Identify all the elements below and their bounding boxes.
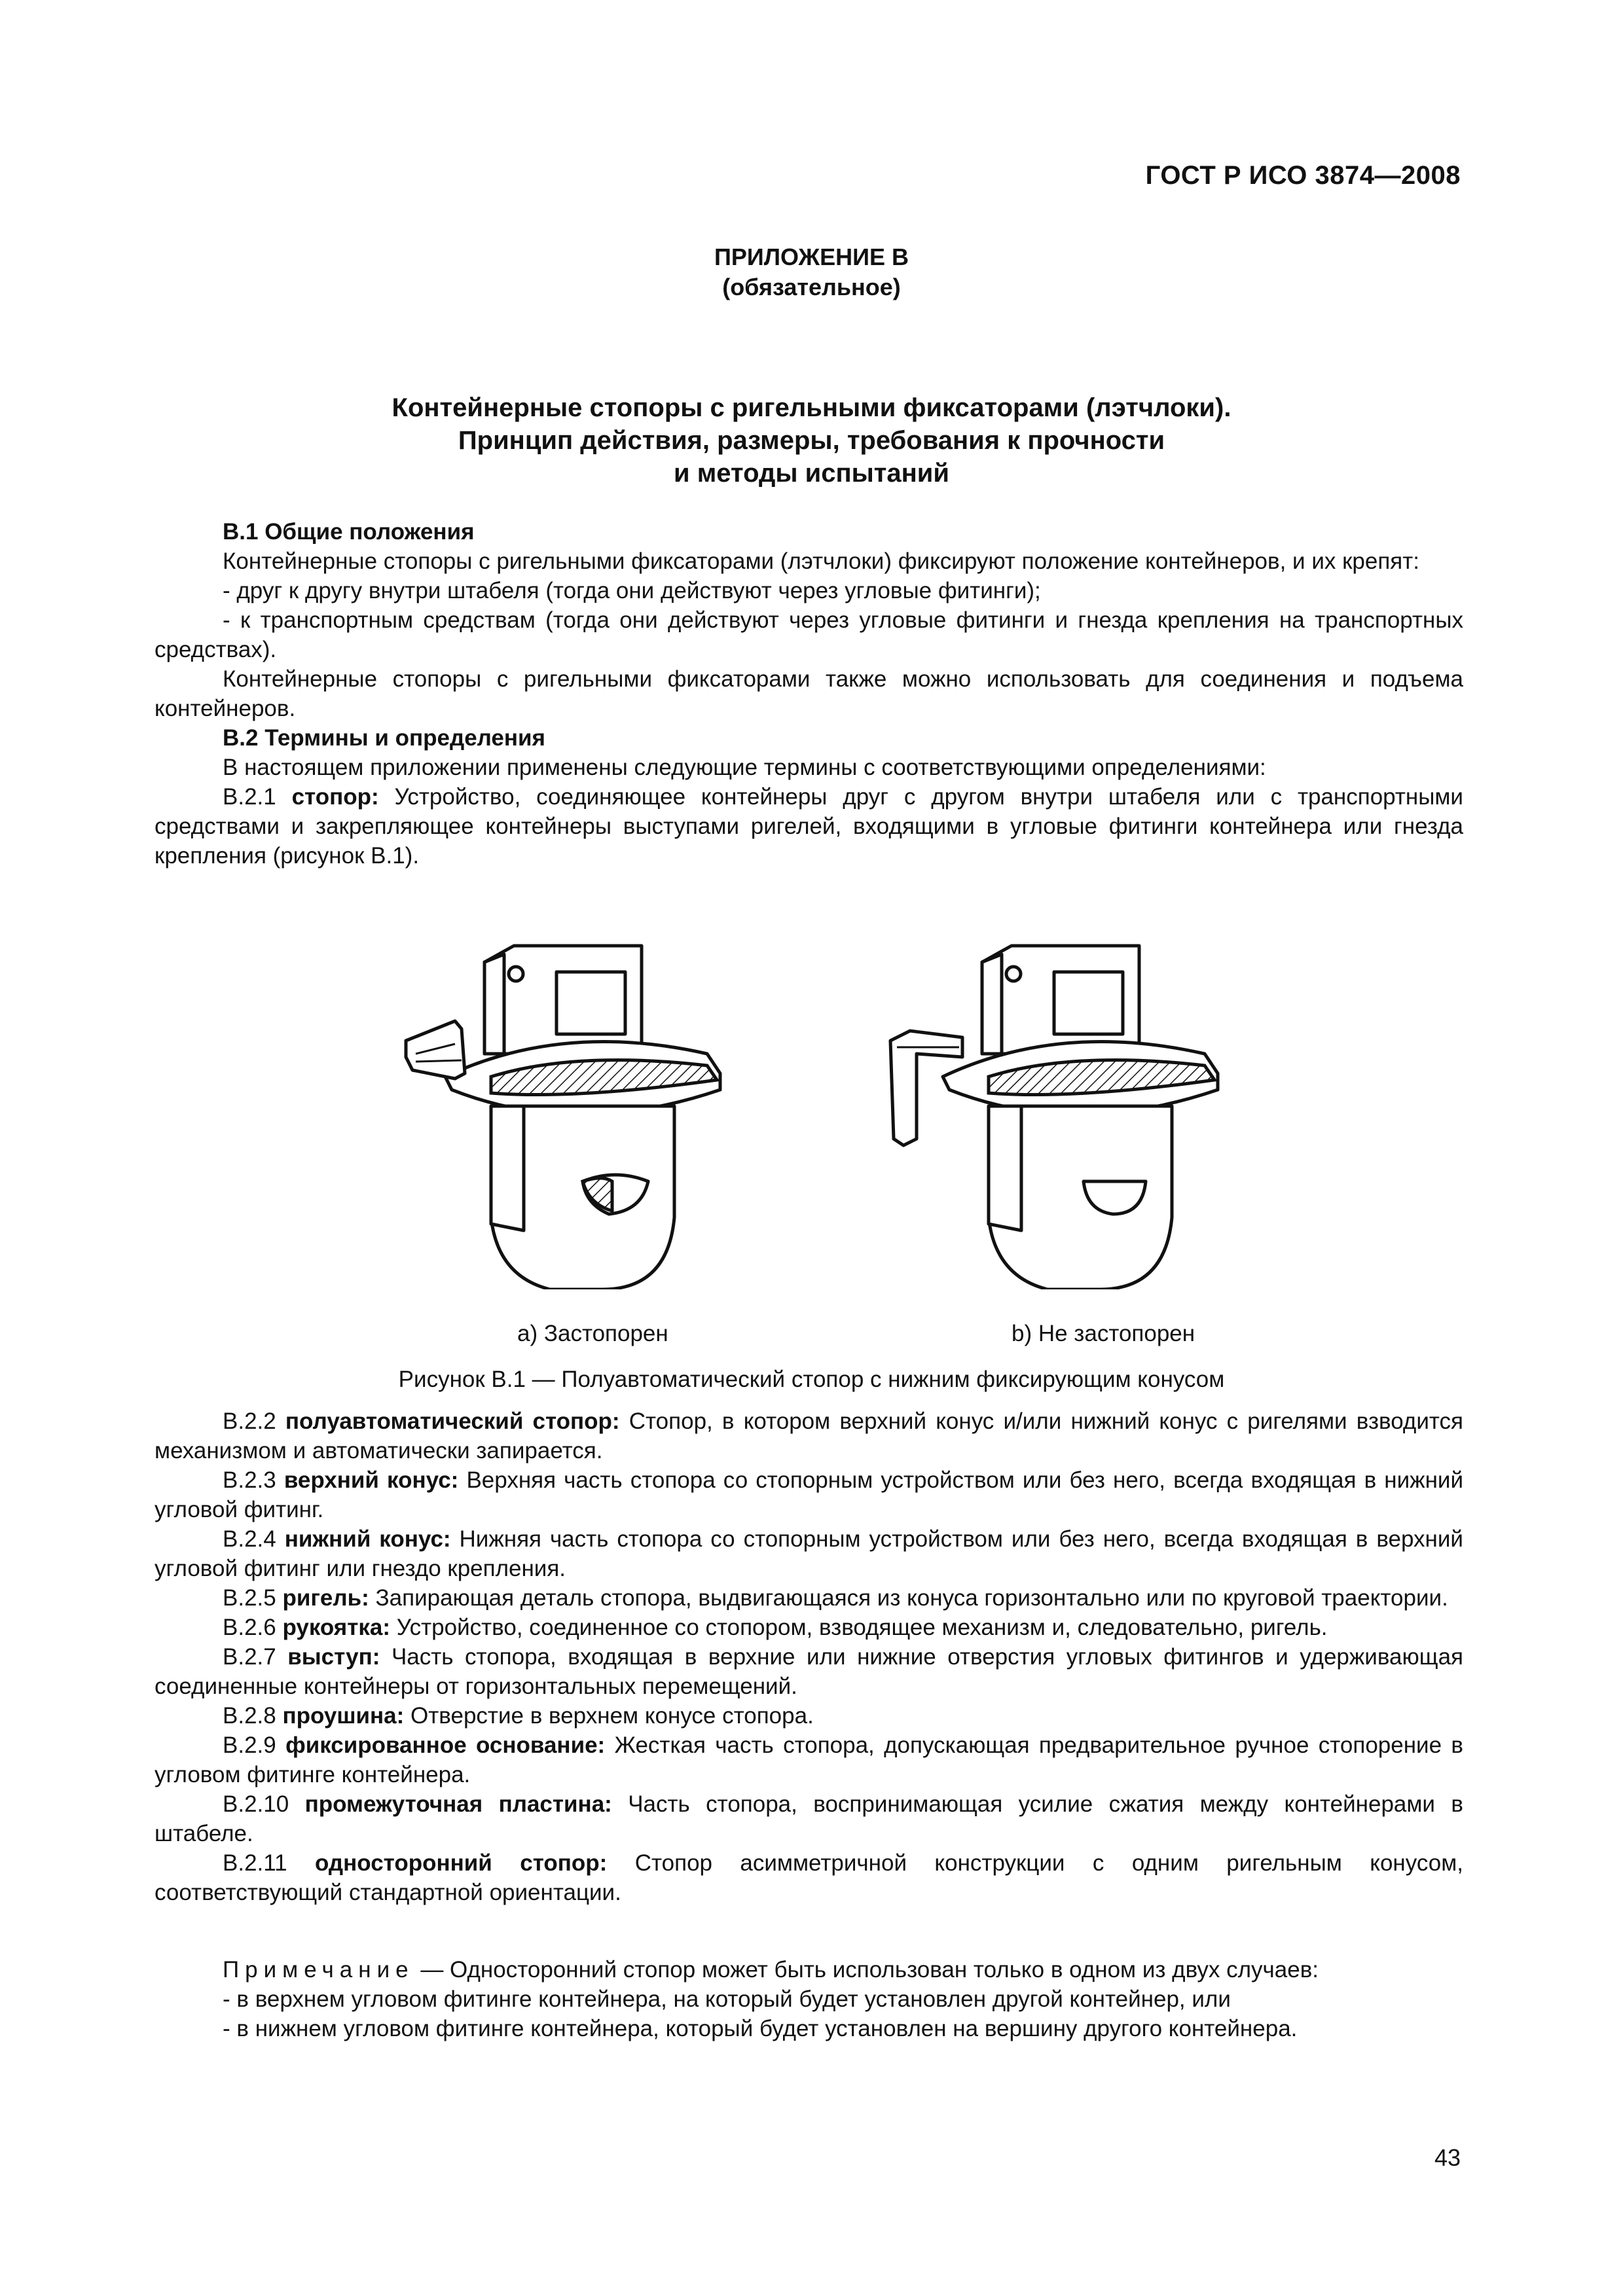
term-name: верхний конус:: [283, 1467, 459, 1493]
term-definition: [155, 1789, 1463, 1848]
term-text: Верхняя часть стопора со стопорным устройством или без него, всегда входящая в нижний угловой фитинг.: [155, 1467, 1464, 1522]
term-name: ригель:: [282, 1585, 369, 1611]
term-text: Жесткая часть стопора, допускающая предварительное ручное стопорение в угловом фитинге контейнера.: [155, 1732, 1464, 1787]
term-definition: [155, 1642, 1463, 1701]
term-number: B.2.2: [223, 1408, 285, 1434]
term-definition: [155, 1407, 1463, 1465]
figure-caption-a: а) Застопорен: [517, 1321, 668, 1346]
standard-code: ГОСТ Р ИСО 3874—2008: [1145, 161, 1461, 190]
figure-caption-b: b) Не застопорен: [1012, 1321, 1195, 1346]
term-name: полуавтоматический стопор:: [285, 1408, 620, 1434]
term-text: Часть стопора, входящая в верхние или нижние отверстия угловых фитингов и удерживающая соединенные контейнеры от горизонтальных перемещений.: [155, 1644, 1463, 1699]
term-definition: [155, 1701, 1463, 1731]
term-text: Нижняя часть стопора со стопорным устройством или без него, всегда входящая в верхний угловой фитинг или гнездо крепления.: [155, 1526, 1463, 1581]
term-number: B.2.3: [223, 1467, 284, 1493]
term-definition: [155, 1583, 1463, 1613]
note-list-item: - в нижнем угловом фитинге контейнера, который будет установлен на вершину другого контейнера.: [223, 2016, 1298, 2041]
list-item: - друг к другу внутри штабеля (тогда они действуют через угловые фитинги);: [223, 578, 1041, 603]
term-definition: [155, 1613, 1463, 1642]
term-name: стопор:: [291, 784, 379, 810]
term-number: B.2.8: [223, 1703, 283, 1729]
section-heading: B.2 Термины и определения: [223, 725, 545, 751]
term-name: промежуточная пластина:: [304, 1791, 612, 1817]
twistlock-figure: [367, 923, 1296, 1289]
title-line: Контейнерные стопоры с ригельными фиксаторами (лэтчлоки).: [392, 393, 1231, 422]
note-line: [155, 1955, 1463, 1984]
title-line: Принцип действия, размеры, требования к прочности: [458, 426, 1165, 455]
paragraph: Контейнерные стопоры с ригельными фиксаторами (лэтчлоки) фиксируют положение контейнеров, и их крепят:: [223, 548, 1419, 574]
paragraph: Контейнерные стопоры с ригельными фиксаторами также можно использовать для соединения и подъема контейнеров.: [155, 666, 1463, 721]
term-text: Запирающая деталь стопора, выдвигающаяся из конуса горизонтально или по круговой траектории.: [369, 1585, 1448, 1611]
note-text: — Односторонний стопор может быть использован только в одном из двух случаев:: [414, 1957, 1319, 1982]
title-line: и методы испытаний: [674, 459, 949, 488]
term-definition: [155, 1524, 1463, 1583]
note-block: [155, 1955, 1463, 2043]
term-number: B.2.10: [223, 1791, 305, 1817]
term-number: B.2.6: [223, 1615, 283, 1640]
term-name: фиксированное основание:: [285, 1732, 606, 1758]
twistlock-locked-drawing: [406, 946, 720, 1289]
term-number: B.2.5: [223, 1585, 283, 1611]
appendix-title: ПРИЛОЖЕНИЕ В: [714, 243, 909, 270]
term-definition: [155, 1731, 1463, 1789]
term-number: B.2.1: [223, 784, 292, 810]
term-text: Отверстие в верхнем конусе стопора.: [404, 1703, 814, 1729]
section-b1-b2: [155, 517, 1463, 870]
term-text: Стопор асимметричной конструкции с одним ригельным конусом, соответствующий стандартной ориентации.: [155, 1850, 1463, 1905]
term-definition: [155, 782, 1463, 870]
term-text: Устройство, соединенное со стопором, взводящее механизм и, следовательно, ригель.: [390, 1615, 1328, 1640]
twistlock-unlocked-drawing: [890, 946, 1218, 1289]
term-text: Часть стопора, воспринимающая усилие сжатия между контейнерами в штабеле.: [155, 1791, 1463, 1846]
figure-caption: Рисунок В.1 — Полуавтоматический стопор с нижним фиксирующим конусом: [398, 1367, 1225, 1392]
document-title: [0, 391, 1623, 490]
terms-list: [155, 1407, 1463, 1907]
page-number: 43: [1434, 2144, 1461, 2171]
term-number: B.2.11: [223, 1850, 316, 1876]
appendix-heading: [0, 242, 1623, 302]
term-name: рукоятка:: [282, 1615, 391, 1640]
term-number: B.2.9: [223, 1732, 286, 1758]
term-name: выступ:: [287, 1644, 380, 1670]
note-label: Примечание: [223, 1957, 414, 1982]
term-name: нижний конус:: [284, 1526, 451, 1552]
paragraph: В настоящем приложении применены следующие термины с соответствующими определениями:: [223, 755, 1266, 780]
term-number: B.2.7: [223, 1644, 288, 1670]
term-name: проушина:: [282, 1703, 405, 1729]
term-definition: [155, 1465, 1463, 1524]
appendix-status: (обязательное): [722, 274, 901, 300]
term-number: B.2.4: [223, 1526, 285, 1552]
term-name: односторонний стопор:: [315, 1850, 608, 1876]
term-text: Стопор, в котором верхний конус и/или нижний конус с ригелями взводится механизмом и автоматически запирается.: [155, 1408, 1463, 1463]
list-item: - к транспортным средствам (тогда они действуют через угловые фитинги и гнезда крепления на транспортных средствах).: [155, 607, 1463, 662]
note-list-item: - в верхнем угловом фитинге контейнера, на который будет установлен другой контейнер, или: [223, 1986, 1231, 2012]
term-text: Устройство, соединяющее контейнеры друг с другом внутри штабеля или с транспортными средствами и закрепляющее контейнеры выступами ригелей, входящими в угловые фитинги контейнера или гнезда крепления (рисунок В.1).: [155, 784, 1463, 869]
term-definition: [155, 1848, 1463, 1907]
section-heading: B.1 Общие положения: [223, 519, 475, 545]
